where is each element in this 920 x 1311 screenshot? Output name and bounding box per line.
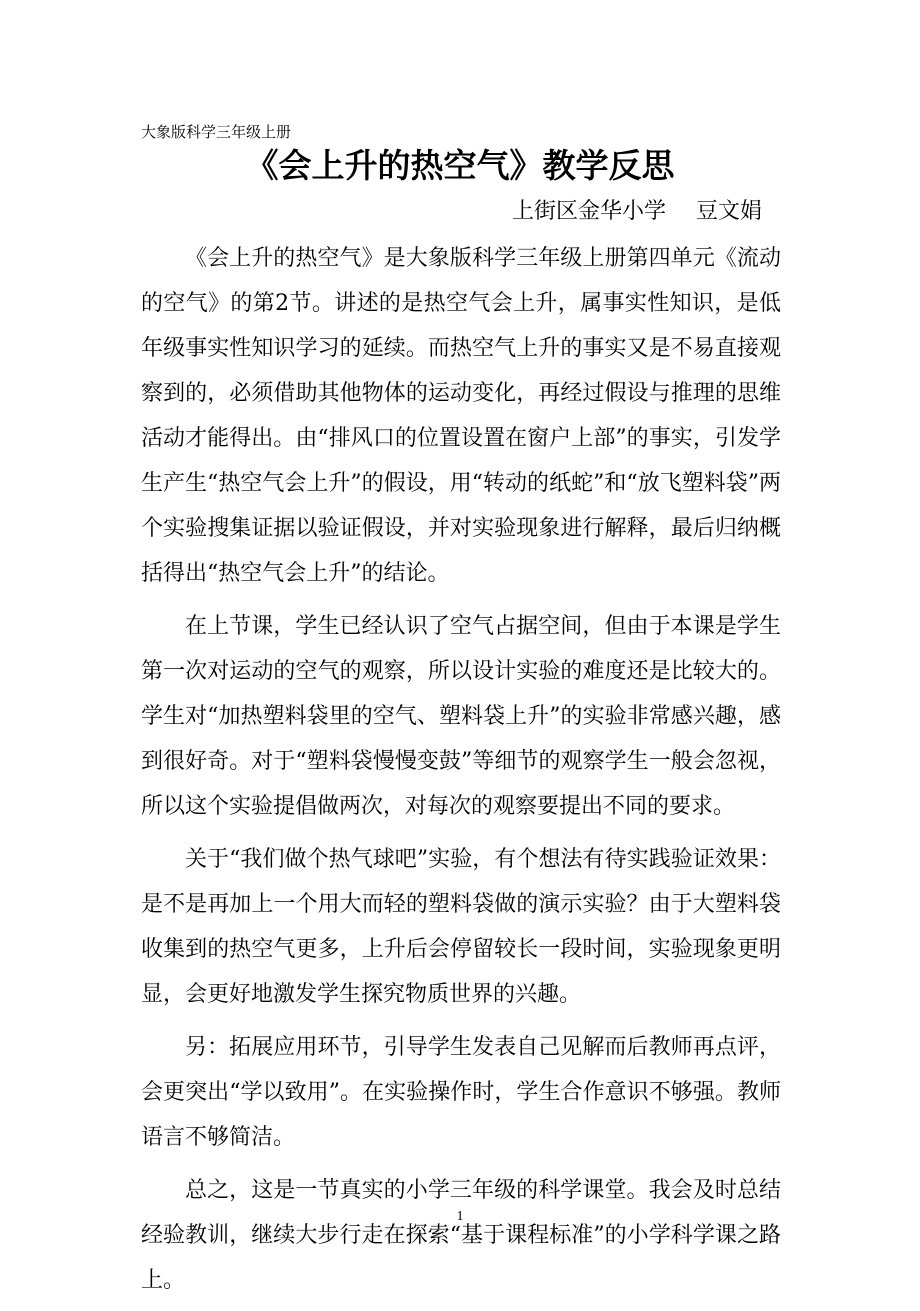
paragraph-intro: 《会上升的热空气》是大象版科学三年级上册第四单元《流动的空气》的第2节。讲述的是热空气会上升，属事实性知识，是低年级事实性知识学习的延续。而热空气上升的事实又是不易直接观察到的，必须借助其他物体的运动变化，再经过假设与推理的思维活动才能得出。由“排风口的位置设置在窗户上部”的事实，引发学生产生“热空气会上升”的假设，用“转动的纸蛇”和“放飞塑料袋”两个实验搜集证据以验证假设，并对实验现象进行解释，最后归纳概括得出“热空气会上升”的结论。 bbox=[141, 246, 781, 586]
page-number: 1 bbox=[456, 1209, 464, 1224]
author-line bbox=[512, 196, 762, 228]
paragraph-experiment-interest: 在上节课，学生已经认识了空气占据空间，但由于本课是学生第一次对运动的空气的观察，所以设计实验的难度还是比较大的。学生对“加热塑料袋里的空气、塑料袋上升”的实验非常感兴趣，感到很好奇。对于“塑料袋慢慢变鼓”等细节的观察学生一般会忽视，所以这个实验提倡做两次，对每次的观察要提出不同的要求。 bbox=[141, 614, 781, 819]
document-body bbox=[141, 236, 781, 1311]
document-title: 《会上升的热空气》教学反思 bbox=[245, 146, 675, 185]
paragraph-hot-air-balloon: 关于“我们做个热气球吧”实验，有个想法有待实践验证效果：是不是再加上一个用大而轻的塑料袋做的演示实验？由于大塑料袋收集到的热空气更多，上升后会停留较长一段时间，实验现象更明显，会更好地激发学生探究物质世界的兴趣。 bbox=[141, 847, 781, 1007]
school-name: 上街区金华小学 bbox=[511, 199, 666, 224]
author-name: 豆文娟 bbox=[695, 199, 762, 224]
series-label: 大象版科学三年级上册 bbox=[141, 123, 292, 141]
paragraph-conclusion: 总之，这是一节真实的小学三年级的科学课堂。我会及时总结经验教训，继续大步行走在探索“基于课程标准”的小学科学课之路上。 bbox=[141, 1178, 781, 1293]
paragraph-additional-notes: 另：拓展应用环节，引导学生发表自己见解而后教师再点评，会更突出“学以致用”。在实验操作时，学生合作意识不够强。教师语言不够简洁。 bbox=[141, 1035, 781, 1150]
